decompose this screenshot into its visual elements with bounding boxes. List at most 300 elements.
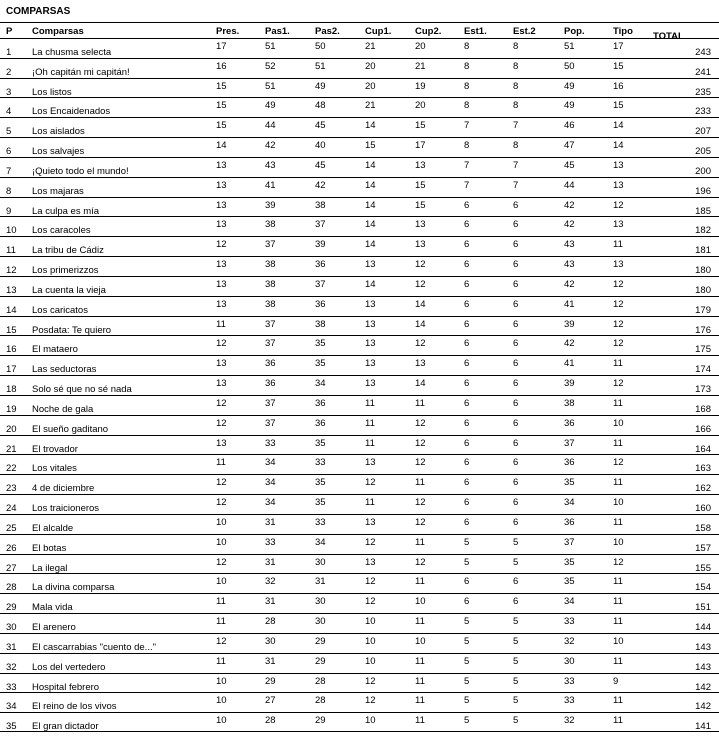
score-cell: 34 xyxy=(265,477,276,489)
score-cell: 7 xyxy=(464,159,470,171)
score-cell: 39 xyxy=(564,378,575,390)
table-row xyxy=(0,157,719,177)
comparsa-name-cell: Hospital febrero xyxy=(32,681,100,693)
score-cell: 14 xyxy=(365,159,376,171)
score-cell: 6 xyxy=(513,318,519,330)
position-cell: 28 xyxy=(6,582,17,594)
table-row xyxy=(0,316,719,336)
score-cell: 12 xyxy=(216,477,227,489)
score-cell: 6 xyxy=(513,457,519,469)
score-cell: 6 xyxy=(464,358,470,370)
score-cell: 11 xyxy=(216,596,226,608)
score-cell: 6 xyxy=(513,259,519,271)
score-cell: 11 xyxy=(613,358,623,370)
score-cell: 13 xyxy=(365,378,376,390)
score-cell: 11 xyxy=(365,497,375,509)
score-cell: 35 xyxy=(315,497,326,509)
table-row xyxy=(0,216,719,236)
comparsa-name-cell: La cuenta la vieja xyxy=(32,284,106,296)
score-cell: 33 xyxy=(265,437,276,449)
column-header: Pas2. xyxy=(315,26,340,37)
position-cell: 11 xyxy=(6,245,16,257)
score-cell: 6 xyxy=(464,477,470,489)
position-cell: 23 xyxy=(6,483,17,495)
score-cell: 13 xyxy=(613,179,624,191)
position-cell: 30 xyxy=(6,622,17,634)
score-cell: 19 xyxy=(415,80,426,92)
score-cell: 39 xyxy=(315,239,326,251)
score-cell: 12 xyxy=(613,298,624,310)
score-cell: 12 xyxy=(613,556,624,568)
score-cell: 13 xyxy=(216,278,227,290)
score-cell: 11 xyxy=(415,675,425,687)
score-cell: 9 xyxy=(613,675,619,687)
score-cell: 15 xyxy=(415,179,426,191)
score-cell: 49 xyxy=(265,100,276,112)
score-cell: 5 xyxy=(464,635,470,647)
position-cell: 8 xyxy=(6,185,12,197)
score-cell: 12 xyxy=(613,199,624,211)
score-cell: 32 xyxy=(265,576,276,588)
score-cell: 11 xyxy=(216,318,226,330)
score-cell: 36 xyxy=(315,259,326,271)
score-cell: 13 xyxy=(216,219,227,231)
score-cell: 10 xyxy=(216,576,227,588)
comparsa-name-cell: El alcalde xyxy=(32,522,74,534)
comparsas-table xyxy=(0,22,719,732)
position-cell: 10 xyxy=(6,225,17,237)
score-cell: 15 xyxy=(415,120,426,132)
score-cell: 51 xyxy=(564,41,575,52)
score-cell: 10 xyxy=(415,596,426,608)
position-cell: 17 xyxy=(6,364,17,376)
score-cell: 12 xyxy=(613,378,624,390)
score-cell: 8 xyxy=(464,80,470,92)
score-cell: 14 xyxy=(365,199,376,211)
score-cell: 11 xyxy=(613,695,623,707)
table-row xyxy=(0,593,719,613)
score-cell: 38 xyxy=(265,259,276,271)
score-cell: 12 xyxy=(415,556,426,568)
score-cell: 40 xyxy=(315,140,326,152)
table-row xyxy=(0,296,719,316)
total-cell: 158 xyxy=(695,522,711,534)
comparsa-name-cell: El arenero xyxy=(32,622,76,634)
score-cell: 14 xyxy=(415,298,426,310)
total-cell: 173 xyxy=(695,384,711,396)
position-cell: 2 xyxy=(6,66,12,78)
score-cell: 34 xyxy=(315,378,326,390)
score-cell: 15 xyxy=(613,100,624,112)
score-cell: 8 xyxy=(513,80,519,92)
score-cell: 28 xyxy=(265,616,276,628)
score-cell: 33 xyxy=(564,695,575,707)
total-cell: 160 xyxy=(695,503,711,515)
total-cell: 205 xyxy=(695,146,711,158)
score-cell: 6 xyxy=(513,417,519,429)
score-cell: 6 xyxy=(513,358,519,370)
table-row xyxy=(0,38,719,58)
score-cell: 13 xyxy=(415,358,426,370)
score-cell: 6 xyxy=(513,477,519,489)
total-cell: 179 xyxy=(695,304,711,316)
score-cell: 12 xyxy=(365,675,376,687)
score-cell: 8 xyxy=(464,41,470,52)
score-cell: 10 xyxy=(613,417,624,429)
score-cell: 6 xyxy=(464,457,470,469)
total-cell: 207 xyxy=(695,126,711,138)
score-cell: 12 xyxy=(216,417,227,429)
score-cell: 29 xyxy=(315,655,326,667)
score-cell: 39 xyxy=(265,199,276,211)
table-row xyxy=(0,58,719,78)
score-cell: 13 xyxy=(216,358,227,370)
score-cell: 35 xyxy=(564,556,575,568)
score-cell: 14 xyxy=(365,239,376,251)
score-cell: 6 xyxy=(513,397,519,409)
total-cell: 142 xyxy=(695,681,711,693)
score-cell: 6 xyxy=(513,338,519,350)
table-header-row xyxy=(0,22,719,42)
score-cell: 13 xyxy=(365,516,376,528)
score-cell: 51 xyxy=(315,60,326,72)
score-cell: 12 xyxy=(216,497,227,509)
score-cell: 6 xyxy=(464,397,470,409)
score-cell: 37 xyxy=(265,239,276,251)
score-cell: 11 xyxy=(415,536,425,548)
score-cell: 33 xyxy=(315,516,326,528)
score-cell: 8 xyxy=(464,140,470,152)
score-cell: 36 xyxy=(315,417,326,429)
score-cell: 41 xyxy=(265,179,276,191)
total-cell: 155 xyxy=(695,562,711,574)
score-cell: 6 xyxy=(513,596,519,608)
comparsa-name-cell: Los caricatos xyxy=(32,304,88,316)
column-header: Tipo xyxy=(613,26,633,37)
position-cell: 4 xyxy=(6,106,12,118)
score-cell: 16 xyxy=(216,60,227,72)
score-cell: 36 xyxy=(265,358,276,370)
score-cell: 36 xyxy=(265,378,276,390)
comparsa-name-cell: El sueño gaditano xyxy=(32,423,109,435)
total-cell: 181 xyxy=(695,245,711,257)
table-row xyxy=(0,137,719,157)
table-row xyxy=(0,177,719,197)
score-cell: 30 xyxy=(315,616,326,628)
score-cell: 12 xyxy=(216,397,227,409)
score-cell: 12 xyxy=(216,635,227,647)
total-cell: 180 xyxy=(695,284,711,296)
table-row xyxy=(0,554,719,574)
score-cell: 6 xyxy=(513,298,519,310)
table-row xyxy=(0,514,719,534)
score-cell: 17 xyxy=(613,41,624,52)
score-cell: 10 xyxy=(613,497,624,509)
score-cell: 11 xyxy=(613,239,623,251)
score-cell: 36 xyxy=(564,516,575,528)
score-cell: 6 xyxy=(513,437,519,449)
total-cell: 185 xyxy=(695,205,711,217)
score-cell: 12 xyxy=(365,576,376,588)
score-cell: 29 xyxy=(265,675,276,687)
position-cell: 19 xyxy=(6,403,17,415)
column-header: Cup1. xyxy=(365,26,392,37)
score-cell: 12 xyxy=(613,318,624,330)
comparsa-name-cell: La culpa es mía xyxy=(32,205,100,217)
score-cell: 11 xyxy=(415,477,425,489)
score-cell: 37 xyxy=(265,338,276,350)
table-row xyxy=(0,494,719,514)
comparsa-name-cell: 4 de diciembre xyxy=(32,483,95,495)
score-cell: 10 xyxy=(216,715,227,727)
score-cell: 6 xyxy=(464,378,470,390)
score-cell: 11 xyxy=(613,397,623,409)
table-row xyxy=(0,97,719,117)
score-cell: 12 xyxy=(415,516,426,528)
table-row xyxy=(0,117,719,137)
score-cell: 21 xyxy=(415,60,426,72)
score-cell: 8 xyxy=(513,140,519,152)
table-row xyxy=(0,256,719,276)
score-cell: 20 xyxy=(415,41,426,52)
position-cell: 1 xyxy=(6,47,12,58)
table-row xyxy=(0,573,719,593)
table-row xyxy=(0,712,719,732)
score-cell: 30 xyxy=(564,655,575,667)
score-cell: 13 xyxy=(415,239,426,251)
position-cell: 24 xyxy=(6,503,17,515)
table-row xyxy=(0,454,719,474)
score-cell: 12 xyxy=(365,695,376,707)
position-cell: 32 xyxy=(6,661,17,673)
table-row xyxy=(0,355,719,375)
score-cell: 12 xyxy=(365,477,376,489)
score-cell: 21 xyxy=(365,100,376,112)
score-cell: 36 xyxy=(564,457,575,469)
total-cell: 200 xyxy=(695,165,711,177)
score-cell: 6 xyxy=(513,378,519,390)
score-cell: 15 xyxy=(216,100,227,112)
score-cell: 51 xyxy=(265,41,276,52)
score-cell: 6 xyxy=(464,219,470,231)
total-cell: 166 xyxy=(695,423,711,435)
table-row xyxy=(0,236,719,256)
score-cell: 38 xyxy=(315,318,326,330)
score-cell: 15 xyxy=(365,140,376,152)
score-cell: 34 xyxy=(315,536,326,548)
score-cell: 31 xyxy=(315,576,326,588)
score-cell: 42 xyxy=(564,278,575,290)
score-cell: 8 xyxy=(513,60,519,72)
score-cell: 45 xyxy=(315,120,326,132)
score-cell: 31 xyxy=(265,516,276,528)
comparsa-name-cell: La tribu de Cádiz xyxy=(32,245,104,257)
position-cell: 27 xyxy=(6,562,17,574)
score-cell: 7 xyxy=(464,120,470,132)
score-cell: 5 xyxy=(513,635,519,647)
score-cell: 8 xyxy=(513,41,519,52)
score-cell: 13 xyxy=(216,199,227,211)
score-cell: 6 xyxy=(464,318,470,330)
position-cell: 16 xyxy=(6,344,17,356)
score-cell: 10 xyxy=(216,516,227,528)
table-row xyxy=(0,435,719,455)
score-cell: 37 xyxy=(265,397,276,409)
score-cell: 6 xyxy=(464,576,470,588)
total-cell: 241 xyxy=(695,66,711,78)
score-cell: 12 xyxy=(415,338,426,350)
score-cell: 34 xyxy=(265,497,276,509)
score-cell: 11 xyxy=(415,576,425,588)
position-cell: 15 xyxy=(6,324,17,336)
table-row xyxy=(0,653,719,673)
score-cell: 21 xyxy=(365,41,376,52)
score-cell: 6 xyxy=(513,239,519,251)
score-cell: 31 xyxy=(265,596,276,608)
position-cell: 7 xyxy=(6,165,12,177)
position-cell: 34 xyxy=(6,701,17,713)
score-cell: 28 xyxy=(315,695,326,707)
comparsa-name-cell: ¡Oh capitán mi capitán! xyxy=(32,66,130,78)
score-cell: 37 xyxy=(265,318,276,330)
comparsa-name-cell: La divina comparsa xyxy=(32,582,115,594)
score-cell: 7 xyxy=(464,179,470,191)
score-cell: 33 xyxy=(265,536,276,548)
table-row xyxy=(0,375,719,395)
score-cell: 11 xyxy=(216,655,226,667)
score-cell: 49 xyxy=(564,100,575,112)
score-cell: 10 xyxy=(365,715,376,727)
score-cell: 15 xyxy=(415,199,426,211)
score-cell: 11 xyxy=(613,437,623,449)
column-header: Est1. xyxy=(464,26,487,37)
score-cell: 6 xyxy=(464,417,470,429)
score-cell: 13 xyxy=(365,298,376,310)
table-row xyxy=(0,613,719,633)
score-cell: 42 xyxy=(564,219,575,231)
score-cell: 41 xyxy=(564,358,575,370)
score-cell: 42 xyxy=(265,140,276,152)
score-cell: 6 xyxy=(464,338,470,350)
score-cell: 13 xyxy=(365,556,376,568)
total-cell: 180 xyxy=(695,265,711,277)
score-cell: 10 xyxy=(365,635,376,647)
score-cell: 11 xyxy=(415,695,425,707)
score-cell: 10 xyxy=(415,635,426,647)
score-cell: 36 xyxy=(315,298,326,310)
score-cell: 11 xyxy=(613,616,623,628)
score-cell: 14 xyxy=(365,179,376,191)
score-cell: 14 xyxy=(365,219,376,231)
score-cell: 34 xyxy=(265,457,276,469)
score-cell: 12 xyxy=(365,596,376,608)
score-cell: 13 xyxy=(613,219,624,231)
score-cell: 13 xyxy=(216,179,227,191)
position-cell: 35 xyxy=(6,721,17,733)
score-cell: 38 xyxy=(265,298,276,310)
score-cell: 11 xyxy=(613,655,623,667)
score-cell: 12 xyxy=(613,457,624,469)
total-cell: 182 xyxy=(695,225,711,237)
score-cell: 11 xyxy=(613,516,623,528)
score-cell: 14 xyxy=(613,140,624,152)
score-cell: 6 xyxy=(513,278,519,290)
total-cell: 174 xyxy=(695,364,711,376)
score-cell: 32 xyxy=(564,635,575,647)
score-cell: 13 xyxy=(216,259,227,271)
table-row xyxy=(0,534,719,554)
total-cell: 141 xyxy=(695,721,711,733)
comparsa-name-cell: Los salvajes xyxy=(32,146,85,158)
total-cell: 235 xyxy=(695,86,711,98)
score-cell: 7 xyxy=(513,159,519,171)
comparsa-name-cell: Los caracoles xyxy=(32,225,91,237)
score-cell: 6 xyxy=(464,437,470,449)
score-cell: 13 xyxy=(415,219,426,231)
score-cell: 34 xyxy=(564,497,575,509)
score-cell: 6 xyxy=(464,596,470,608)
total-cell: 162 xyxy=(695,483,711,495)
score-cell: 43 xyxy=(564,259,575,271)
score-cell: 32 xyxy=(564,715,575,727)
column-header: Cup2. xyxy=(415,26,442,37)
score-cell: 14 xyxy=(216,140,227,152)
score-cell: 28 xyxy=(265,715,276,727)
score-cell: 35 xyxy=(315,437,326,449)
score-cell: 14 xyxy=(415,318,426,330)
score-cell: 7 xyxy=(513,120,519,132)
score-cell: 11 xyxy=(613,576,623,588)
score-cell: 45 xyxy=(315,159,326,171)
total-cell: 151 xyxy=(695,602,711,614)
comparsa-name-cell: Los majaras xyxy=(32,185,84,197)
score-cell: 5 xyxy=(464,675,470,687)
total-cell: 163 xyxy=(695,463,711,475)
score-cell: 48 xyxy=(315,100,326,112)
total-cell: 144 xyxy=(695,622,711,634)
score-cell: 38 xyxy=(265,219,276,231)
comparsa-name-cell: El cascarrabias "cuento de..." xyxy=(32,641,156,653)
position-cell: 18 xyxy=(6,384,17,396)
score-cell: 33 xyxy=(564,675,575,687)
score-cell: 12 xyxy=(415,259,426,271)
score-cell: 20 xyxy=(415,100,426,112)
score-cell: 15 xyxy=(216,120,227,132)
score-cell: 35 xyxy=(315,477,326,489)
position-cell: 31 xyxy=(6,641,17,653)
score-cell: 44 xyxy=(265,120,276,132)
score-cell: 6 xyxy=(464,259,470,271)
score-cell: 37 xyxy=(315,278,326,290)
total-cell: 143 xyxy=(695,641,711,653)
score-cell: 36 xyxy=(315,397,326,409)
score-cell: 14 xyxy=(415,378,426,390)
position-cell: 20 xyxy=(6,423,17,435)
score-cell: 17 xyxy=(415,140,426,152)
comparsa-name-cell: Los Encaidenados xyxy=(32,106,111,118)
score-cell: 43 xyxy=(564,239,575,251)
comparsa-name-cell: Los primerizzos xyxy=(32,265,99,277)
score-cell: 6 xyxy=(464,278,470,290)
score-cell: 6 xyxy=(464,199,470,211)
position-cell: 13 xyxy=(6,284,17,296)
comparsa-name-cell: Los traicioneros xyxy=(32,503,100,515)
total-cell: 143 xyxy=(695,661,711,673)
column-header: Est.2 xyxy=(513,26,536,37)
score-cell: 16 xyxy=(613,80,624,92)
score-cell: 13 xyxy=(365,358,376,370)
score-cell: 42 xyxy=(564,338,575,350)
